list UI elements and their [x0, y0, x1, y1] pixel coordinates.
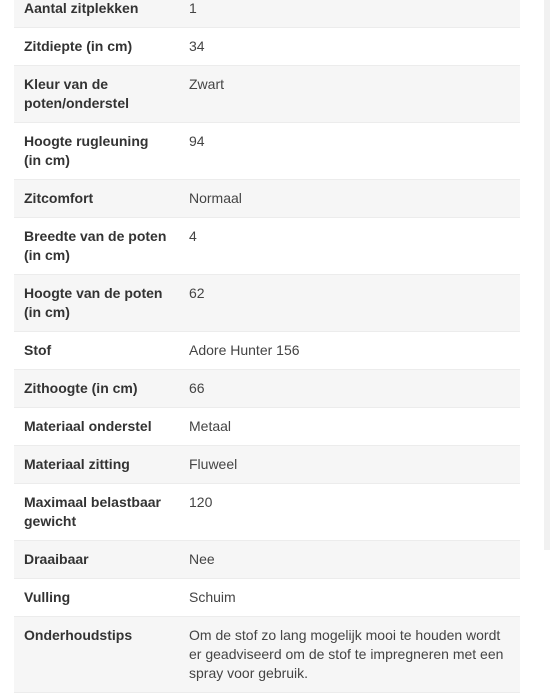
spec-label: Aantal zitplekken: [14, 0, 179, 28]
spec-label: Zitdiepte (in cm): [14, 28, 179, 66]
table-row: [14, 66, 520, 123]
spec-value: Metaal: [179, 408, 520, 446]
spec-label: Zitcomfort: [14, 180, 179, 218]
product-specifications-table: [14, 0, 520, 693]
spec-value: 1: [179, 0, 520, 28]
scrollbar-track[interactable]: [544, 0, 550, 550]
spec-label: Kleur van de poten/onderstel: [14, 66, 179, 123]
table-row: [14, 408, 520, 446]
table-row: [14, 180, 520, 218]
spec-label: Stof: [14, 332, 179, 370]
spec-value: 62: [179, 275, 520, 332]
spec-value: Schuim: [179, 579, 520, 617]
spec-value: 34: [179, 28, 520, 66]
table-row: [14, 332, 520, 370]
spec-value: Fluweel: [179, 446, 520, 484]
spec-value: Nee: [179, 541, 520, 579]
spec-label: Breedte van de poten (in cm): [14, 218, 179, 275]
spec-value: 94: [179, 123, 520, 180]
table-row: [14, 123, 520, 180]
spec-label: Materiaal onderstel: [14, 408, 179, 446]
table-row: [14, 579, 520, 617]
spec-value: 66: [179, 370, 520, 408]
spec-label: Hoogte van de poten (in cm): [14, 275, 179, 332]
table-row: [14, 0, 520, 28]
spec-value: Normaal: [179, 180, 520, 218]
table-row: [14, 275, 520, 332]
spec-label: Hoogte rugleuning (in cm): [14, 123, 179, 180]
spec-label: Draaibaar: [14, 541, 179, 579]
table-row: [14, 370, 520, 408]
table-row: [14, 617, 520, 693]
spec-value: Adore Hunter 156: [179, 332, 520, 370]
spec-label: Zithoogte (in cm): [14, 370, 179, 408]
spec-label: Onderhoudstips: [14, 617, 179, 693]
spec-label: Materiaal zitting: [14, 446, 179, 484]
spec-value: Zwart: [179, 66, 520, 123]
spec-value: 120: [179, 484, 520, 541]
spec-label: Vulling: [14, 579, 179, 617]
table-row: [14, 218, 520, 275]
table-row: [14, 28, 520, 66]
spec-value: Om de stof zo lang mogelijk mooi te houden wordt er geadviseerd om de stof te impregneren met een spray voor gebruik.: [179, 617, 520, 693]
table-row: [14, 541, 520, 579]
spec-label: Maximaal belastbaar gewicht: [14, 484, 179, 541]
table-row: [14, 484, 520, 541]
table-row: [14, 446, 520, 484]
spec-value: 4: [179, 218, 520, 275]
